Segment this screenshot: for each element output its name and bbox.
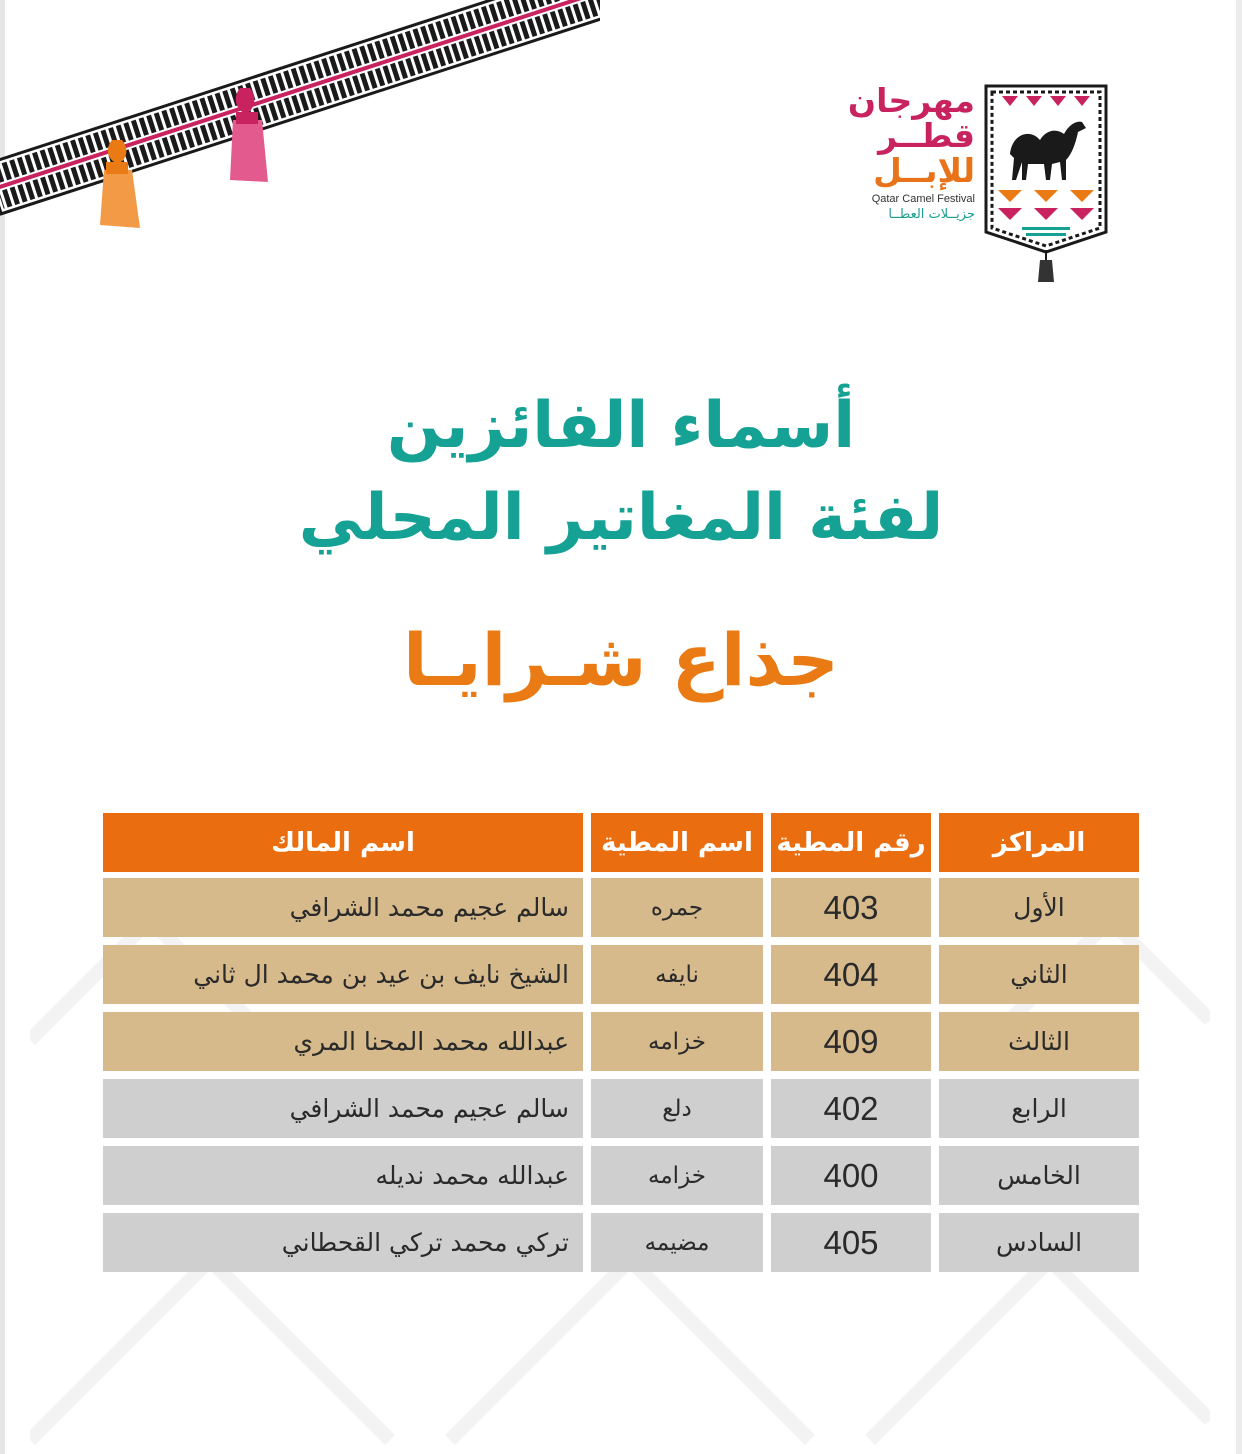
header-owner: اسم المالك [103,813,583,872]
table-row [103,878,1139,937]
logo-line2: قطــر [878,116,975,155]
number-cell: 405 [771,1213,931,1272]
camel-cell: خزامه [591,1146,763,1205]
camel-emblem-icon [982,82,1112,282]
table-header-row [103,813,1139,872]
camel-cell: جمره [591,878,763,937]
owner-cell: الشيخ نايف بن عيد بن محمد ال ثاني [103,945,583,1004]
number-cell: 409 [771,1012,931,1071]
header-rank: المراكز [939,813,1139,872]
table-row [103,1079,1139,1138]
camel-cell: خزامه [591,1012,763,1071]
rank-cell: الرابع [939,1079,1139,1138]
camel-cell: نايفه [591,945,763,1004]
camel-cell: مضيمه [591,1213,763,1272]
results-table [103,813,1139,1280]
rank-cell: الثالث [939,1012,1139,1071]
rank-cell: الخامس [939,1146,1139,1205]
number-cell: 400 [771,1146,931,1205]
category-title: جذاع شـرايـا [403,618,839,702]
owner-cell: عبدالله محمد نديله [103,1146,583,1205]
table-row [103,1012,1139,1071]
logo-line3: للإبــل [873,151,975,190]
owner-cell: سالم عجيم محمد الشرافي [103,1079,583,1138]
header-number: رقم المطية [771,813,931,872]
table-row [103,1213,1139,1272]
logo-english: Qatar Camel Festival [871,193,975,205]
owner-cell: عبدالله محمد المحنا المري [103,1012,583,1071]
title-block [0,380,1242,564]
table-row [103,945,1139,1004]
logo-tagline: جزيــلات العطــا [888,207,975,222]
rank-cell: السادس [939,1213,1139,1272]
woven-band-decoration [0,0,600,250]
rank-cell: الثاني [939,945,1139,1004]
page-subtitle: لفئة المغاتير المحلي [298,481,944,555]
festival-logo [830,78,1130,288]
logo-line1: مهرجان [847,81,975,120]
number-cell: 402 [771,1079,931,1138]
owner-cell: تركي محمد تركي القحطاني [103,1213,583,1272]
camel-cell: دلع [591,1079,763,1138]
number-cell: 404 [771,945,931,1004]
logo-text [805,81,975,222]
table-row [103,1146,1139,1205]
header-camel: اسم المطية [591,813,763,872]
page-title: أسماء الفائزين [386,389,856,463]
owner-cell: سالم عجيم محمد الشرافي [103,878,583,937]
number-cell: 403 [771,878,931,937]
rank-cell: الأول [939,878,1139,937]
page-edge-right [1236,0,1242,1454]
